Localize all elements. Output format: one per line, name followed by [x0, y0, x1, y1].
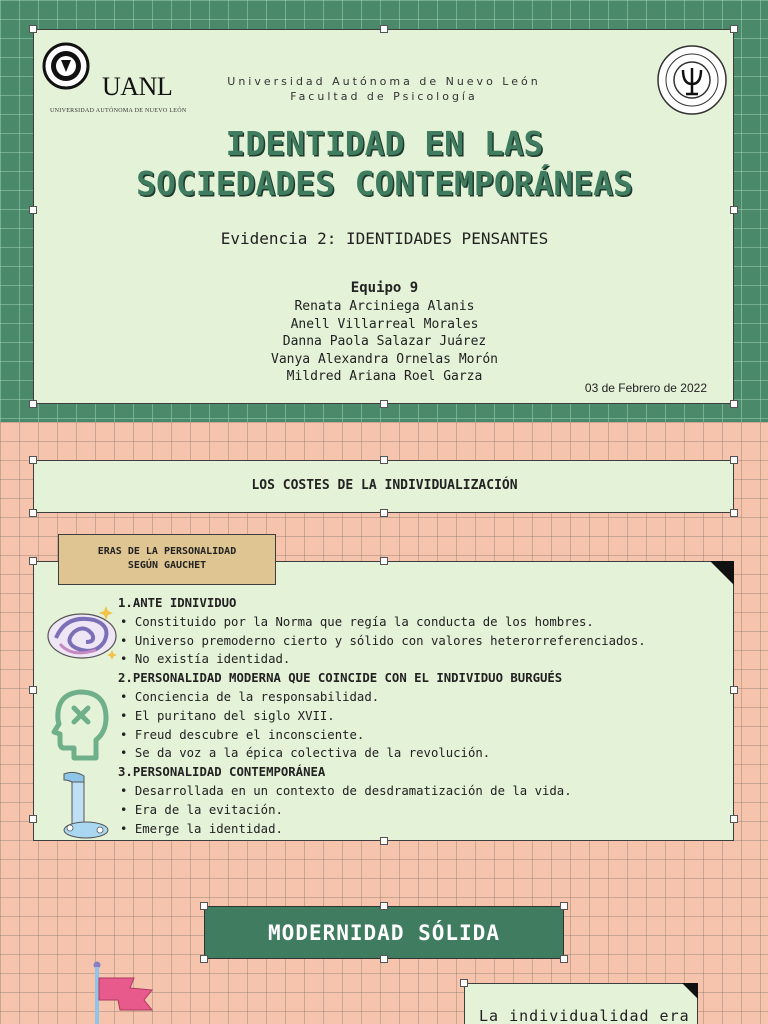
resize-handle[interactable]: [730, 25, 738, 33]
resize-handle[interactable]: [380, 955, 388, 963]
resize-handle[interactable]: [730, 206, 738, 214]
team-member: Danna Paola Salazar Juárez: [282, 334, 487, 349]
resize-handle[interactable]: [29, 25, 37, 33]
resize-handle[interactable]: [730, 686, 738, 694]
faculty-name: Facultad de Psicología: [290, 90, 478, 103]
list-item: • Universo premoderno cierto y sólido con valores heterorreferenciados.: [120, 633, 646, 648]
team-member: Anell Villarreal Morales: [290, 316, 479, 332]
list-item: • Freud descubre el inconsciente.: [120, 727, 365, 742]
resize-handle[interactable]: [380, 509, 388, 517]
eras-tag-line: SEGÚN GAUCHET: [127, 560, 207, 571]
team-member: Mildred Ariana Roel Garza: [286, 369, 483, 384]
resize-handle[interactable]: [29, 206, 37, 214]
flag-icon: [90, 960, 162, 1024]
resize-handle[interactable]: [560, 955, 568, 963]
uanl-logo-subtext: UNIVERSIDAD AUTÓNOMA DE NUEVO LEÓN: [50, 108, 187, 114]
team-name: Equipo 9: [350, 280, 419, 296]
uanl-seal-icon: [42, 42, 92, 94]
resize-handle[interactable]: [29, 815, 37, 823]
list-item: • Constituido por la Norma que regía la conducta de los hombres.: [120, 614, 594, 629]
institution-header: [214, 74, 554, 104]
resize-handle[interactable]: [200, 955, 208, 963]
resize-handle[interactable]: [29, 557, 37, 565]
title-line-2: SOCIEDADES CONTEMPORÁNEAS: [136, 164, 633, 203]
era-heading: 1.ANTE IDNIVIDUO: [118, 596, 237, 610]
modernidad-title: MODERNIDAD SÓLIDA: [268, 921, 500, 945]
resize-handle[interactable]: [730, 815, 738, 823]
resize-handle[interactable]: [380, 400, 388, 408]
modernidad-title-box[interactable]: [204, 906, 564, 959]
resize-handle[interactable]: [380, 902, 388, 910]
list-item: • Desarrollada en un contexto de desdramatización de la vida.: [120, 783, 572, 798]
list-item: • No existía identidad.: [120, 652, 291, 667]
cover-card[interactable]: [33, 29, 734, 404]
presentation-title: [34, 124, 735, 204]
resize-handle[interactable]: [200, 902, 208, 910]
eras-list: [118, 594, 728, 838]
resize-handle[interactable]: [380, 557, 388, 565]
individualidad-card[interactable]: [464, 983, 698, 1024]
resize-handle[interactable]: [380, 837, 388, 845]
presentation-date: 03 de Febrero de 2022: [584, 381, 707, 395]
head-icon: [50, 686, 112, 762]
individualidad-text: La individualidad era: [479, 1007, 690, 1024]
folded-corner: [710, 561, 734, 585]
team-members-list: [34, 298, 735, 386]
team-member: Vanya Alexandra Ornelas Morón: [271, 351, 498, 367]
resize-handle[interactable]: [29, 456, 37, 464]
section-header-card[interactable]: [33, 460, 734, 513]
psychology-faculty-seal-icon: [656, 44, 728, 116]
resize-handle[interactable]: [29, 400, 37, 408]
resize-handle[interactable]: [460, 979, 468, 987]
resize-handle[interactable]: [560, 902, 568, 910]
uanl-logo-text: UANL: [102, 72, 173, 101]
era-heading: 3.PERSONALIDAD CONTEMPORÁNEA: [118, 765, 326, 780]
section-title: LOS COSTES DE LA INDIVIDUALIZACIÓN: [251, 478, 518, 493]
eras-tag-label[interactable]: [58, 534, 276, 585]
list-item: • Era de la evitación.: [120, 802, 283, 817]
eras-tag-line: ERAS DE LA PERSONALIDAD: [97, 546, 237, 557]
resize-handle[interactable]: [29, 509, 37, 517]
team-member: Renata Arciniega Alanis: [294, 299, 475, 314]
eras-card[interactable]: [33, 561, 734, 841]
university-name: Universidad Autónoma de Nuevo León: [227, 75, 541, 88]
list-item: • El puritano del siglo XVII.: [120, 708, 335, 723]
resize-handle[interactable]: [380, 25, 388, 33]
title-line-1: IDENTIDAD EN LAS: [225, 124, 544, 163]
folded-corner: [682, 983, 698, 999]
list-item: • Se da voz a la épica colectiva de la revolución.: [120, 746, 491, 761]
waterfall-icon: [60, 770, 112, 840]
resize-handle[interactable]: [730, 400, 738, 408]
list-item: • Conciencia de la responsabilidad.: [120, 689, 380, 704]
list-item: • Emerge la identidad.: [120, 821, 283, 836]
resize-handle[interactable]: [380, 456, 388, 464]
resize-handle[interactable]: [730, 456, 738, 464]
presentation-subtitle: Evidencia 2: IDENTIDADES PENSANTES: [220, 229, 549, 248]
galaxy-icon: [46, 600, 120, 666]
resize-handle[interactable]: [730, 509, 738, 517]
era-heading: 2.PERSONALIDAD MODERNA QUE COINCIDE CON EL INDIVIDUO BURGUÉS: [118, 671, 563, 686]
uanl-logo: [42, 42, 192, 114]
resize-handle[interactable]: [29, 686, 37, 694]
